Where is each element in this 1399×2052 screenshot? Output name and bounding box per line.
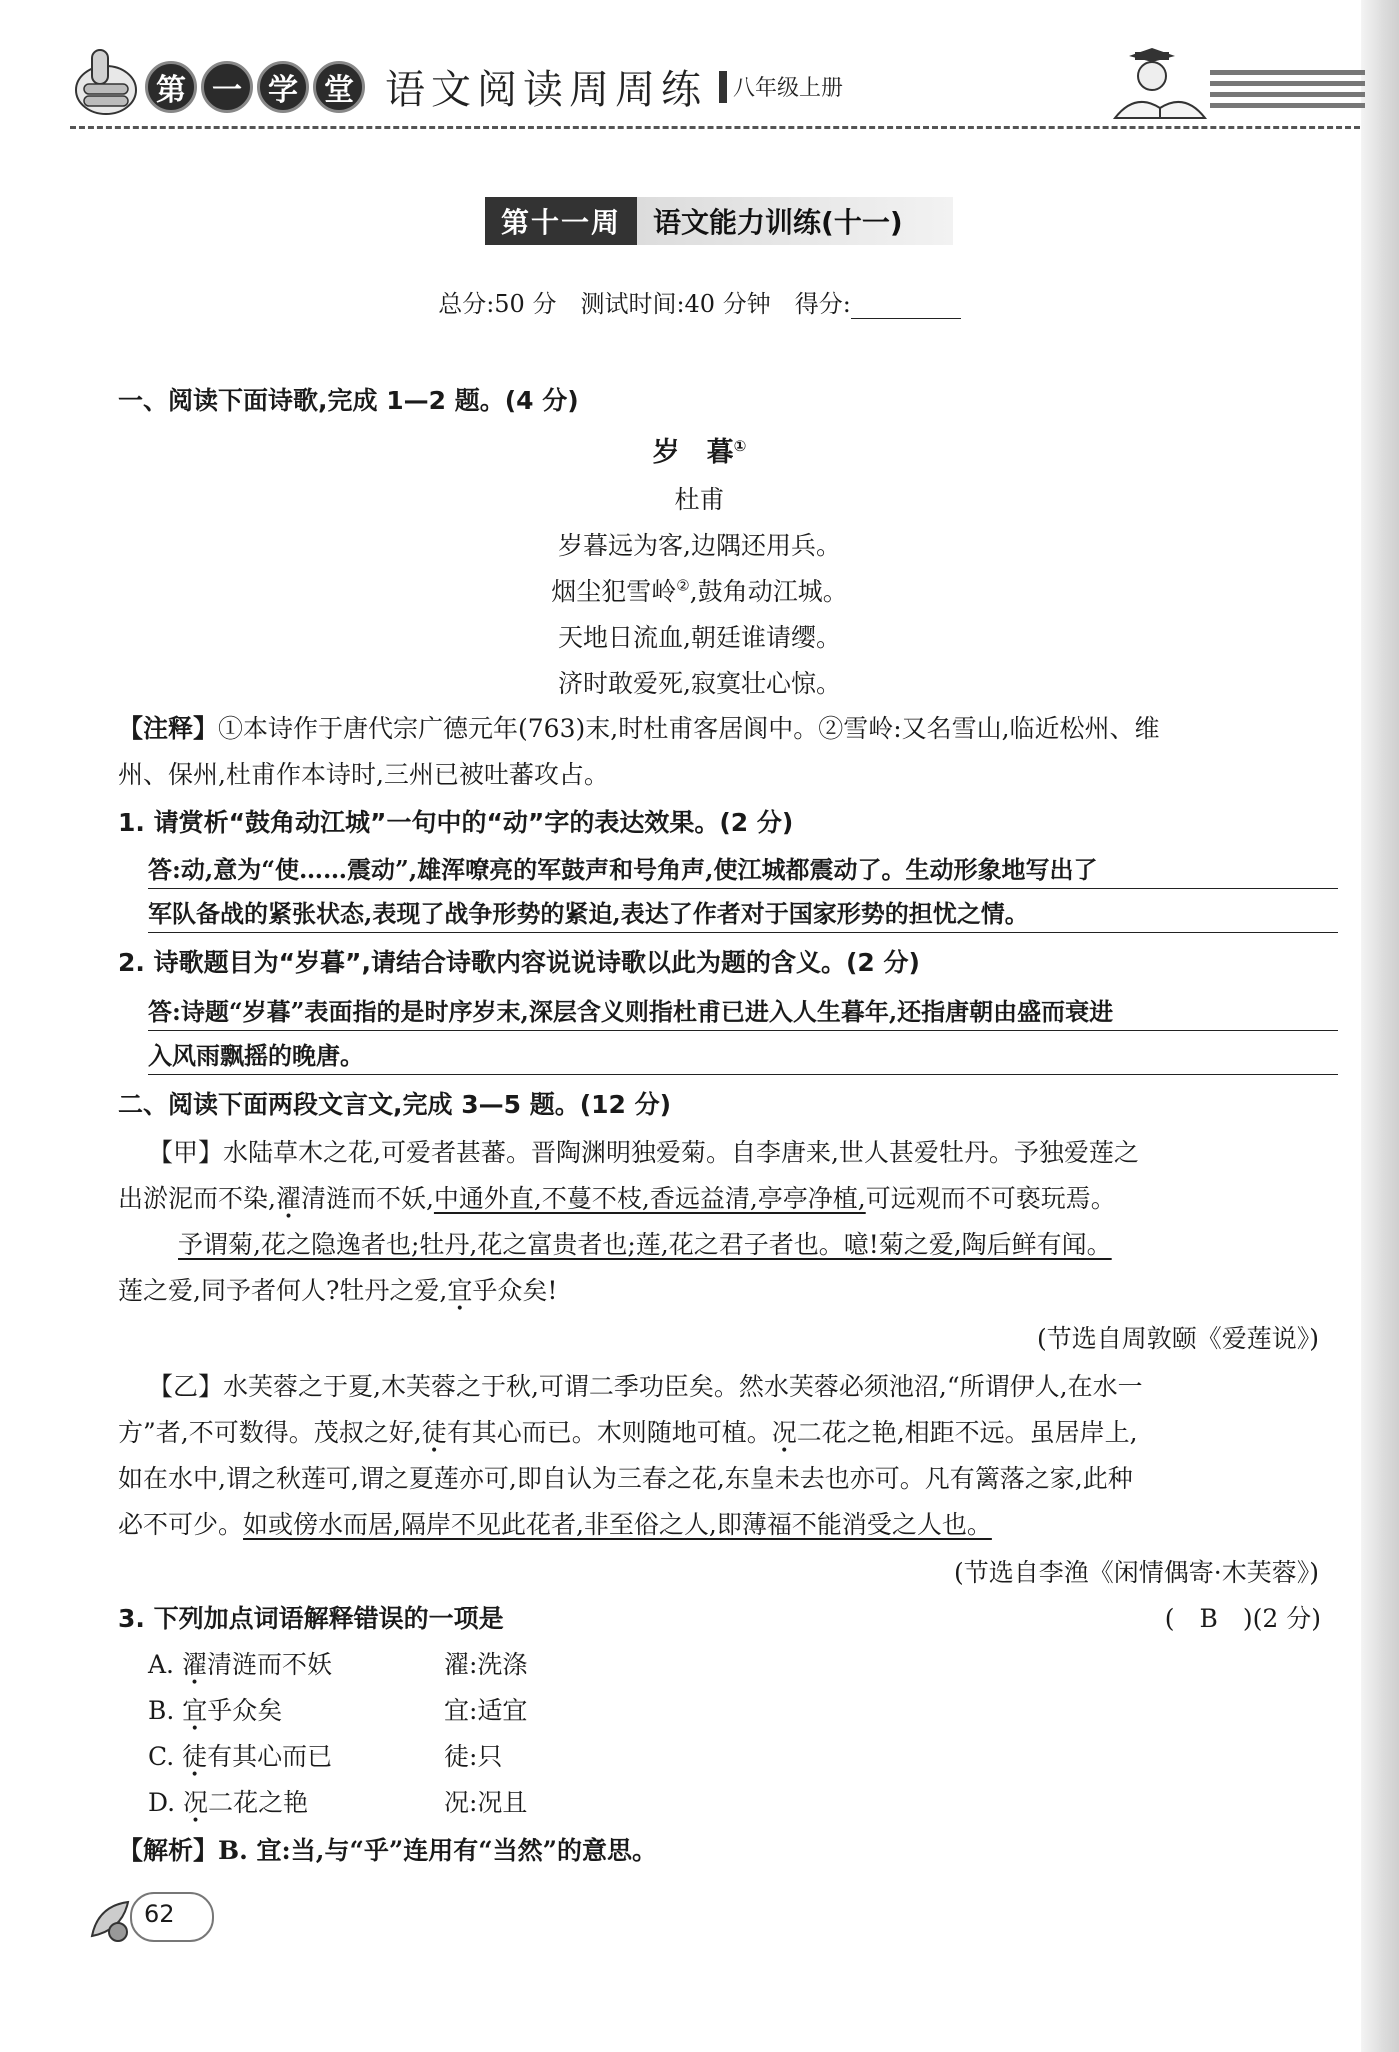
option-d-dotted: 况: [183, 1788, 209, 1817]
poem-title-mark: ①: [733, 437, 747, 455]
passage-jia-line-3: [178, 1228, 1112, 1262]
yi-line-4-a: 必不可少。: [118, 1510, 244, 1539]
option-b: [148, 1694, 282, 1728]
option-b-dotted: 宜: [182, 1696, 208, 1725]
option-d-gloss: 况:况且: [444, 1788, 528, 1817]
dotted-word-tu: 徒: [421, 1418, 447, 1447]
poem-line-2-mark: ②: [676, 576, 690, 595]
option-c-letter: C.: [148, 1742, 183, 1771]
answer-1-line-2: 军队备战的紧张状态,表现了战争形势的紧迫,表达了作者对于国家形势的担忧之情。: [148, 896, 1338, 933]
answer-1-line-1: 答:动,意为“使……震动”,雄浑嘹亮的军鼓声和号角声,使江城都震动了。生动形象地写出了: [148, 852, 1338, 889]
poem-line-2: [0, 572, 1399, 608]
section2-heading: 二、阅读下面两段文言文,完成 3—5 题。(12 分): [118, 1090, 672, 1119]
page-number: 62: [144, 1900, 175, 1928]
score-blank: [851, 296, 961, 319]
dotted-word-kuang: 况: [771, 1418, 797, 1447]
annotation-text-1: ①本诗作于唐代宗广德元年(763)末,时杜甫客居阆中。②雪岭:又名雪山,临近松州、维: [218, 714, 1160, 743]
jia-line-4-b: 乎众矣!: [472, 1276, 558, 1305]
question-2: 2. 诗歌题目为“岁暮”,请结合诗歌内容说说诗歌以此为题的含义。(2 分): [118, 948, 920, 977]
brand-char: 一: [201, 61, 253, 113]
passage-yi-line-1: 【乙】水芙蓉之于夏,木芙蓉之于秋,可谓二季功臣矣。然水芙蓉必须池沼,“所谓伊人,在水一: [148, 1372, 1143, 1401]
option-a-gloss: 濯:洗涤: [444, 1650, 528, 1679]
annotation-line-2: 州、保州,杜甫作本诗时,三州已被吐蕃攻占。: [118, 760, 609, 789]
section1-heading: 一、阅读下面诗歌,完成 1—2 题。(4 分): [118, 386, 579, 415]
series-title: 语文阅读周周练: [385, 67, 707, 113]
option-b-gloss: 宜:适宜: [444, 1696, 528, 1725]
poem-line-4: 济时敢爱死,寂寞壮心惊。: [558, 669, 841, 698]
jia-underlined-text: 中通外直,不蔓不枝,香远益清,亭亭净植,: [433, 1184, 866, 1213]
brand-char: 学: [257, 61, 309, 113]
page-header: [70, 40, 1360, 130]
jia-text-d: 可远观而不可亵玩焉。: [865, 1184, 1116, 1213]
page-number-badge: [88, 1888, 218, 1948]
analysis: [118, 1834, 657, 1868]
dotted-word-zhuo: 濯: [275, 1184, 301, 1213]
option-c-gloss: 徒:只: [444, 1742, 503, 1771]
jia-line-4-a: 莲之爱,同予者何人?牡丹之爱,: [118, 1276, 448, 1305]
option-d: [148, 1786, 308, 1820]
passage-jia-line-1: 【甲】水陆草木之花,可爱者甚蕃。晋陶渊明独爱菊。自李唐来,世人甚爱牡丹。予独爱莲之: [148, 1138, 1139, 1167]
analysis-text: B. 宜:当,与“乎”连用有“当然”的意思。: [218, 1836, 658, 1865]
score-line-text: 总分:50 分 测试时间:40 分钟 得分:: [438, 290, 851, 318]
passage-jia-line-2: [118, 1182, 1116, 1216]
jia-text-c: 清涟而不妖,: [300, 1184, 434, 1213]
week-label: 第十一周: [485, 197, 637, 245]
grade-divider: [719, 71, 727, 103]
option-b-letter: B.: [148, 1696, 183, 1725]
grade-label: 八年级上册: [733, 76, 844, 101]
week-title: 语文能力训练(十一): [637, 197, 953, 245]
option-a-rest: 清涟而不妖: [206, 1650, 332, 1679]
yi-line-2-a: 方”者,不可数得。茂叔之好,: [118, 1418, 422, 1447]
passage-jia-line-4: [118, 1274, 557, 1308]
annotation-line-1: [118, 712, 1160, 746]
poem-title-text: 岁 暮: [652, 437, 734, 468]
header-stripes: [1210, 70, 1365, 114]
passage-yi-line-4: [118, 1508, 992, 1542]
passage-jia-source: (节选自周敦颐《爱莲说》): [1036, 1324, 1319, 1353]
answer-2-line-1: 答:诗题“岁暮”表面指的是时序岁末,深层含义则指杜甫已进入人生暮年,还指唐朝由盛而衰进: [148, 994, 1338, 1031]
option-c-dotted: 徒: [182, 1742, 208, 1771]
option-c-rest: 有其心而已: [207, 1742, 333, 1771]
thumbs-up-icon: [70, 40, 142, 120]
poem-author: 杜甫: [674, 485, 725, 514]
poem-title: [0, 430, 1399, 469]
brand-char: 堂: [313, 61, 365, 113]
poem-line-2-b: ,鼓角动江城。: [689, 577, 848, 606]
leaf-pencil-icon: [88, 1896, 136, 1944]
yi-line-2-b: 有其心而已。木则随地可植。: [446, 1418, 772, 1447]
question-3: 3. 下列加点词语解释错误的一项是: [118, 1604, 504, 1633]
brand-char: 第: [145, 61, 197, 113]
analysis-label: 【解析】: [118, 1836, 219, 1865]
passage-yi-line-2: [118, 1416, 1138, 1450]
jia-text-a: 出淤泥而不染,: [118, 1184, 276, 1213]
option-a-letter: A.: [148, 1650, 182, 1679]
option-d-letter: D.: [148, 1788, 184, 1817]
reading-student-icon: [1105, 48, 1215, 124]
passage-yi-source: (节选自李渔《闲情偶寄·木芙蓉》): [954, 1558, 1319, 1587]
poem-line-2-a: 烟尘犯雪岭: [551, 577, 677, 606]
option-b-rest: 乎众矣: [207, 1696, 283, 1725]
option-a: [148, 1648, 332, 1682]
option-d-rest: 二花之艳: [208, 1788, 309, 1817]
score-line: [0, 284, 1399, 319]
question-1: 1. 请赏析“鼓角动江城”一句中的“动”字的表达效果。(2 分): [118, 808, 794, 837]
yi-underlined-text: 如或傍水而居,隔岸不见此花者,非至俗之人,即薄福不能消受之人也。: [243, 1510, 992, 1539]
header-divider: [70, 126, 1360, 129]
yi-line-2-c: 二花之艳,相距不远。虽居岸上,: [796, 1418, 1138, 1447]
week-banner: [485, 198, 953, 244]
jia-line-3-text: 予谓菊,花之隐逸者也;牡丹,花之富贵者也;莲,花之君子者也。噫!菊之爱,陶后鲜有闻。: [178, 1230, 1112, 1259]
poem-line-1: 岁暮远为客,边隅还用兵。: [558, 531, 841, 560]
option-a-dotted: 濯: [181, 1650, 207, 1679]
passage-yi-line-3: 如在水中,谓之秋莲可,谓之夏莲亦可,即自认为三春之花,东皇未去也亦可。凡有篱落之家,此种: [118, 1464, 1133, 1493]
dotted-word-yi: 宜: [447, 1276, 473, 1305]
brand-title: [145, 58, 843, 115]
question-3-answer: ( B )(2 分): [1164, 1604, 1321, 1633]
answer-2-line-2: 入风雨飘摇的晚唐。: [148, 1038, 1338, 1075]
annotation-label: 【注释】: [118, 714, 219, 743]
poem-line-3: 天地日流血,朝廷谁请缨。: [558, 623, 841, 652]
option-c: [148, 1740, 332, 1774]
